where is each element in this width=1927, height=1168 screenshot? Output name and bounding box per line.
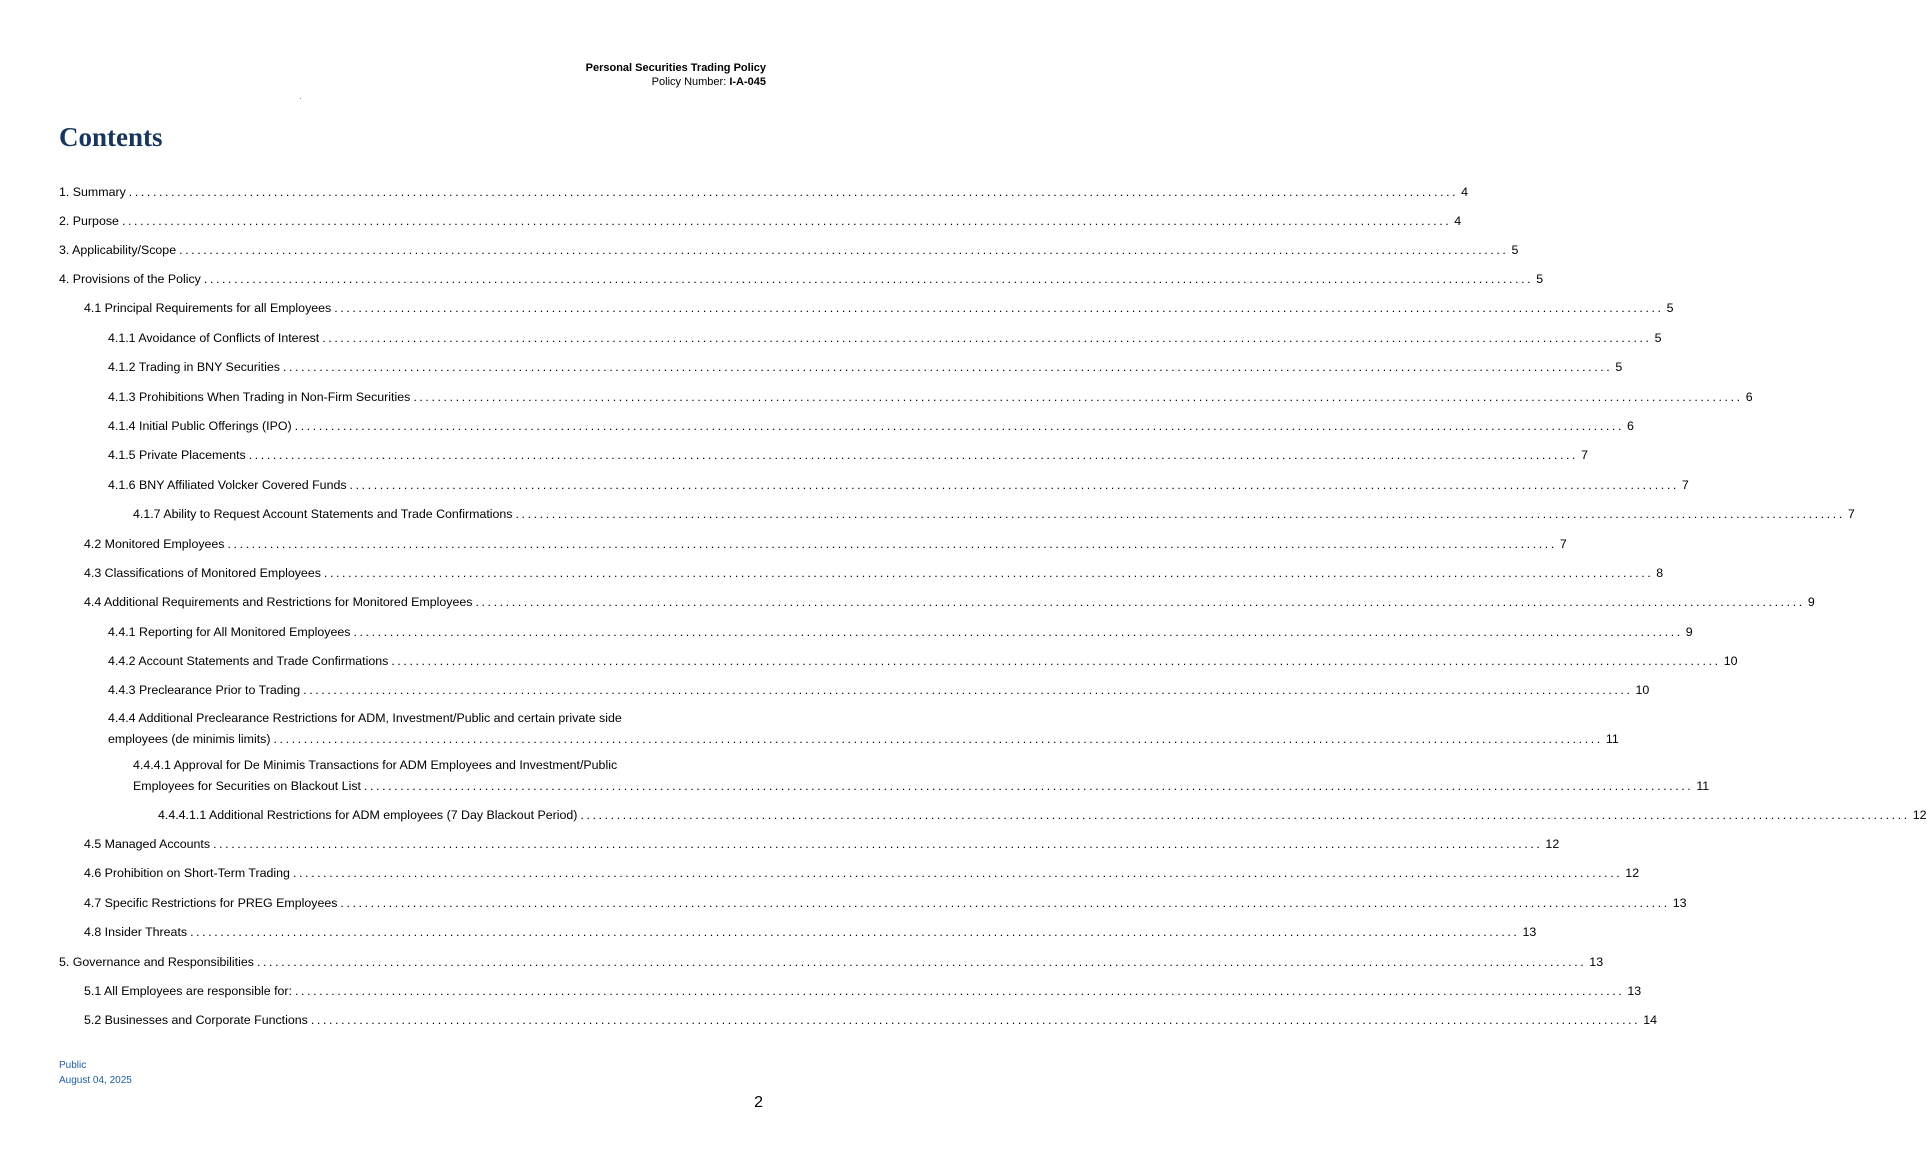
toc-page-number: 14 [1643,1013,1658,1027]
toc-leader: ............................................................................................................................................................................................................................ [128,185,1459,199]
toc-label: 4.7 Specific Restrictions for PREG Employees [84,896,338,910]
toc-entry-5-governance[interactable] [59,954,1604,970]
stray-mark: · [299,94,302,103]
toc-page-number: 13 [1627,984,1642,998]
toc-label: 4.1.4 Initial Public Offerings (IPO) [108,419,292,433]
toc-page-number: 11 [1605,732,1619,746]
toc-label: 4.4 Additional Requirements and Restrictions for Monitored Employees [84,595,473,609]
toc-leader: ............................................................................................................................................................................................................................ [580,808,1910,822]
toc-leader: ............................................................................................................................................................................................................................ [475,595,1805,609]
toc-entry-4-1-7[interactable] [133,506,1855,522]
toc-label: 5.1 All Employees are responsible for: [84,984,292,998]
page-number: 2 [754,1094,763,1111]
contents-heading: Contents [59,122,163,152]
toc-page-number: 11 [1696,779,1710,793]
toc-entry-4-1-6[interactable] [108,477,1689,493]
toc-leader: ............................................................................................................................................................................................................................ [203,272,1534,286]
toc-page-number: 10 [1635,683,1650,697]
toc-entry-4-4-2[interactable] [108,653,1738,669]
toc-label: 4.4.3 Preclearance Prior to Trading [108,683,301,697]
toc-page-number: 12 [1625,866,1640,880]
toc-entry-2-purpose[interactable] [59,213,1462,229]
toc-entry-4-8[interactable] [84,924,1537,940]
toc-label-line-1: 4.4.4.1 Approval for De Minimis Transactions for ADM Employees and Investment/Public [133,758,618,772]
toc-label: 4.4.2 Account Statements and Trade Confirmations [108,654,389,668]
toc-label: 4.8 Insider Threats [84,925,188,939]
toc-leader: ............................................................................................................................................................................................................................ [340,896,1670,910]
policy-number-label: Policy Number: [651,76,730,88]
toc-leader: ............................................................................................................................................................................................................................ [294,419,1625,433]
toc-leader: ............................................................................................................................................................................................................................ [256,955,1587,969]
toc-label: 4.1.1 Avoidance of Conflicts of Interest [108,331,320,345]
toc-label: 4. Provisions of the Policy [59,272,201,286]
toc-page-number: 7 [1581,448,1589,462]
toc-leader: ............................................................................................................................................................................................................................ [323,566,1654,580]
toc-page-number: 5 [1615,360,1623,374]
policy-number-line [586,75,766,89]
toc-label: 5.2 Businesses and Corporate Functions [84,1013,308,1027]
toc-entry-4-4-4[interactable] [108,710,1619,747]
toc-leader: ............................................................................................................................................................................................................................ [413,390,1743,404]
toc-leader: ............................................................................................................................................................................................................................ [248,448,1579,462]
toc-leader: ............................................................................................................................................................................................................................ [363,779,1694,793]
toc-leader: ............................................................................................................................................................................................................................ [190,925,1520,939]
toc-page-number: 5 [1666,301,1674,315]
toc-label: 5. Governance and Responsibilities [59,955,254,969]
toc-page-number: 13 [1522,925,1537,939]
toc-label: 4.2 Monitored Employees [84,537,225,551]
toc-label: 2. Purpose [59,214,119,228]
toc-leader: ............................................................................................................................................................................................................................ [292,866,1623,880]
toc-entry-3-applicability[interactable] [59,242,1519,258]
toc-page-number: 7 [1559,537,1567,551]
toc-label: 4.1.3 Prohibitions When Trading in Non-Firm Securities [108,390,411,404]
toc-page-number: 10 [1723,654,1738,668]
toc-leader: ............................................................................................................................................................................................................................ [227,537,1557,551]
toc-page-number: 5 [1654,331,1662,345]
toc-entry-4-4-3[interactable] [108,682,1650,698]
toc-leader: ............................................................................................................................................................................................................................ [334,301,1664,315]
toc-entry-4-3[interactable] [84,565,1664,581]
toc-leader: ............................................................................................................................................................................................................................ [295,984,1625,998]
toc-leader: ............................................................................................................................................................................................................................ [273,732,1603,746]
footer-classification: Public [59,1060,87,1071]
toc-entry-4-1[interactable] [84,300,1674,316]
toc-label: 4.5 Managed Accounts [84,837,211,851]
toc-label: 1. Summary [59,185,126,199]
toc-entry-4-4-4-1[interactable] [133,757,1710,794]
toc-label: 3. Applicability/Scope [59,243,177,257]
toc-leader: ............................................................................................................................................................................................................................ [213,837,1543,851]
toc-entry-4-1-2[interactable] [108,359,1623,375]
toc-leader: ............................................................................................................................................................................................................................ [310,1013,1641,1027]
toc-entry-4-4[interactable] [84,594,1815,610]
toc-page-number: 5 [1511,243,1519,257]
toc-page-number: 9 [1807,595,1815,609]
toc-label: 4.1.6 BNY Affiliated Volcker Covered Funds [108,478,347,492]
toc-entry-4-6[interactable] [84,865,1640,881]
toc-entry-4-7[interactable] [84,895,1687,911]
toc-page-number: 13 [1672,896,1687,910]
toc-entry-4-provisions[interactable] [59,271,1544,287]
toc-leader: ............................................................................................................................................................................................................................ [353,625,1683,639]
document-header [586,61,766,89]
policy-number: I-A-045 [729,76,766,88]
toc-label: 4.4.4.1.1 Additional Restrictions for ADM employees (7 Day Blackout Period) [158,808,578,822]
toc-entry-4-4-1[interactable] [108,624,1693,640]
toc-entry-1-summary[interactable] [59,184,1469,200]
toc-entry-4-2[interactable] [84,536,1567,552]
toc-entry-4-1-5[interactable] [108,447,1589,463]
toc-page-number: 5 [1536,272,1544,286]
toc-page-number: 7 [1681,478,1689,492]
toc-entry-4-1-4[interactable] [108,418,1634,434]
toc-label: 4.3 Classifications of Monitored Employees [84,566,321,580]
toc-entry-4-5[interactable] [84,836,1560,852]
toc-label-line-1: 4.4.4 Additional Preclearance Restrictions for ADM, Investment/Public and certain private side [108,711,622,725]
toc-page-number: 6 [1627,419,1634,433]
footer-date: August 04, 2025 [59,1075,132,1086]
toc-page-number: 7 [1847,507,1855,521]
toc-leader: ............................................................................................................................................................................................................................ [121,214,1452,228]
toc-leader: ............................................................................................................................................................................................................................ [282,360,1613,374]
toc-entry-4-1-3[interactable] [108,389,1753,405]
toc-page-number: 13 [1589,955,1604,969]
toc-entry-5-1[interactable] [84,983,1642,999]
toc-page-number: 8 [1656,566,1664,580]
toc-leader: ............................................................................................................................................................................................................................ [179,243,1509,257]
toc-entry-4-4-4-1-1[interactable] [158,807,1927,823]
toc-entry-5-2[interactable] [84,1012,1658,1028]
document-title: Personal Securities Trading Policy [585,62,766,74]
toc-leader: ............................................................................................................................................................................................................................ [303,683,1633,697]
toc-page-number: 9 [1685,625,1693,639]
toc-leader: ............................................................................................................................................................................................................................ [391,654,1721,668]
toc-label: 4.4.1 Reporting for All Monitored Employees [108,625,351,639]
toc-label: employees (de minimis limits) [108,732,271,746]
toc-label: 4.6 Prohibition on Short-Term Trading [84,866,290,880]
toc-label: Employees for Securities on Blackout List [133,779,361,793]
toc-page-number: 12 [1545,837,1560,851]
toc-leader: ............................................................................................................................................................................................................................ [515,507,1845,521]
toc-page-number: 4 [1454,214,1462,228]
toc-page-number: 6 [1745,390,1753,404]
toc-leader: ............................................................................................................................................................................................................................ [349,478,1679,492]
toc-label: 4.1.5 Private Placements [108,448,246,462]
toc-page-number: 12 [1912,808,1927,822]
toc-label: 4.1.7 Ability to Request Account Statements and Trade Confirmations [133,507,513,521]
toc-label: 4.1 Principal Requirements for all Employees [84,301,332,315]
toc-leader: ............................................................................................................................................................................................................................ [322,331,1652,345]
toc-label: 4.1.2 Trading in BNY Securities [108,360,280,374]
toc-page-number: 4 [1461,185,1469,199]
toc-entry-4-1-1[interactable] [108,330,1662,346]
